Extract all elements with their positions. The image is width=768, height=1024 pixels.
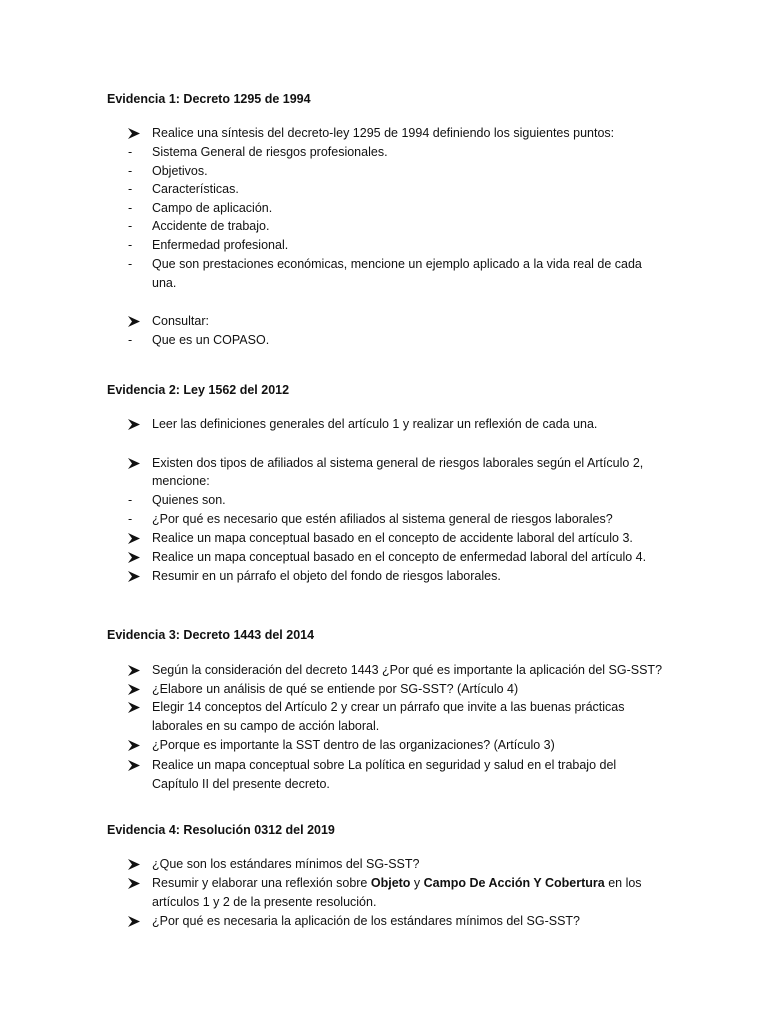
- bullet-text-part: en los: [604, 876, 642, 890]
- arrowhead-bullet-icon: [128, 661, 148, 676]
- bullet-text: Consultar:: [152, 314, 209, 328]
- dash-marker: -: [128, 257, 133, 271]
- arrowhead-bullet-icon: [128, 567, 148, 582]
- arrowhead-bullet-icon: [128, 312, 148, 327]
- section-heading-evidencia-2: Evidencia 2: Ley 1562 del 2012: [107, 383, 290, 397]
- bullet-text: Leer las definiciones generales del artículo 1 y realizar un reflexión de cada una.: [152, 417, 598, 431]
- dash-text: Enfermedad profesional.: [152, 238, 289, 252]
- dash-marker: -: [128, 182, 133, 196]
- dash-text: Sistema General de riesgos profesionales.: [152, 145, 388, 159]
- bullet-text: ¿Que son los estándares mínimos del SG-SST?: [152, 857, 420, 871]
- bullet-text-continuation: Capítulo II del presente decreto.: [152, 777, 330, 791]
- bullet-text: Realice un mapa conceptual sobre La política en seguridad y salud en el trabajo del: [152, 758, 617, 772]
- section-heading-evidencia-4: Evidencia 4: Resolución 0312 del 2019: [107, 823, 335, 837]
- dash-marker: -: [128, 512, 133, 526]
- dash-marker: -: [128, 164, 133, 178]
- arrowhead-bullet-icon: [128, 529, 148, 544]
- dash-marker: -: [128, 219, 133, 233]
- dash-text: Quienes son.: [152, 493, 226, 507]
- section-heading-evidencia-1: Evidencia 1: Decreto 1295 de 1994: [107, 92, 311, 106]
- dash-marker: -: [128, 333, 133, 347]
- bullet-text: Según la consideración del decreto 1443 ¿Por qué es importante la aplicación del SG-SST?: [152, 663, 663, 677]
- dash-text: Que son prestaciones económicas, mencione un ejemplo aplicado a la vida real de cada: [152, 257, 642, 271]
- dash-text: Objetivos.: [152, 164, 208, 178]
- dash-text: ¿Por qué es necesario que estén afiliados al sistema general de riesgos laborales?: [152, 512, 613, 526]
- arrowhead-bullet-icon: [128, 736, 148, 751]
- dash-text: Accidente de trabajo.: [152, 219, 270, 233]
- dash-text: Que es un COPASO.: [152, 333, 270, 347]
- bullet-text-continuation: artículos 1 y 2 de la presente resolución.: [152, 895, 377, 909]
- bullet-text: Realice un mapa conceptual basado en el concepto de enfermedad laboral del artículo 4.: [152, 550, 647, 564]
- bullet-text: Realice una síntesis del decreto-ley 1295 de 1994 definiendo los siguientes puntos:: [152, 126, 615, 140]
- bullet-text: [152, 874, 642, 893]
- arrowhead-bullet-icon: [128, 680, 148, 695]
- arrowhead-bullet-icon: [128, 912, 148, 927]
- dash-marker: -: [128, 238, 133, 252]
- bullet-text: Resumir en un párrafo el objeto del fondo de riesgos laborales.: [152, 569, 501, 583]
- arrowhead-bullet-icon: [128, 415, 148, 430]
- bullet-text: ¿Porque es importante la SST dentro de las organizaciones? (Artículo 3): [152, 738, 555, 752]
- dash-marker: -: [128, 201, 133, 215]
- bold-term-campo: Campo De Acción Y Cobertura: [423, 876, 605, 890]
- bullet-text: ¿Por qué es necesaria la aplicación de los estándares mínimos del SG-SST?: [152, 914, 580, 928]
- bullet-text-part: Resumir y elaborar una reflexión sobre: [152, 876, 371, 890]
- bullet-text-part: y: [410, 876, 424, 890]
- dash-text-continuation: una.: [152, 276, 177, 290]
- bullet-text-continuation: mencione:: [152, 474, 210, 488]
- bullet-text: Elegir 14 conceptos del Artículo 2 y crear un párrafo que invite a las buenas prácticas: [152, 700, 625, 714]
- section-heading-evidencia-3: Evidencia 3: Decreto 1443 del 2014: [107, 628, 315, 642]
- bullet-text: Realice un mapa conceptual basado en el concepto de accidente laboral del artículo 3.: [152, 531, 633, 545]
- dash-marker: -: [128, 145, 133, 159]
- arrowhead-bullet-icon: [128, 454, 148, 469]
- arrowhead-bullet-icon: [128, 124, 148, 139]
- bullet-text-continuation: laborales en su campo de acción laboral.: [152, 719, 380, 733]
- dash-text: Campo de aplicación.: [152, 201, 273, 215]
- bold-term-objeto: Objeto: [370, 876, 411, 890]
- dash-marker: -: [128, 493, 133, 507]
- dash-text: Características.: [152, 182, 239, 196]
- bullet-text: ¿Elabore un análisis de qué se entiende por SG-SST? (Artículo 4): [152, 682, 519, 696]
- arrowhead-bullet-icon: [128, 548, 148, 563]
- arrowhead-bullet-icon: [128, 855, 148, 870]
- arrowhead-bullet-icon: [128, 874, 148, 889]
- arrowhead-bullet-icon: [128, 756, 148, 771]
- arrowhead-bullet-icon: [128, 698, 148, 713]
- bullet-text: Existen dos tipos de afiliados al sistema general de riesgos laborales según el Artículo 2,: [152, 456, 644, 470]
